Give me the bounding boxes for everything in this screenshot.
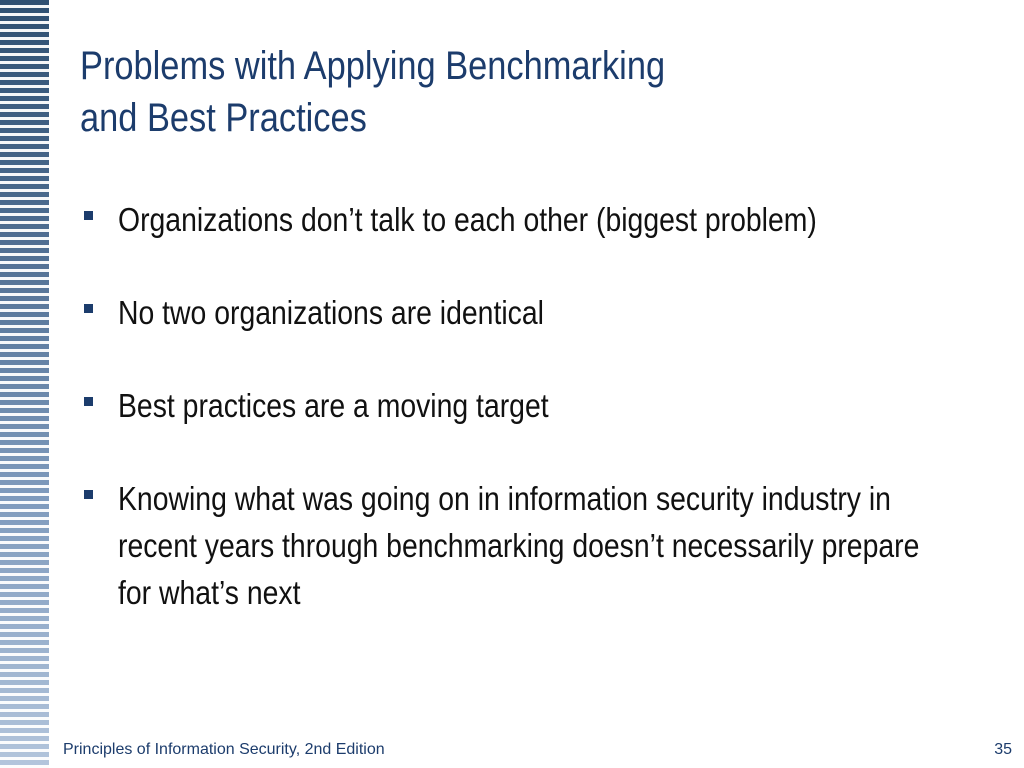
bullet-list [82,196,942,662]
bullet-text: Knowing what was going on in information security industry in recent years through benchmarking doesn’t necessarily prepare for what’s next [118,480,920,611]
square-bullet-icon [84,490,93,499]
bullet-item [82,196,942,243]
page-number: 35 [994,741,1012,758]
bullet-text: No two organizations are identical [118,294,544,331]
bullet-item [82,475,942,616]
slide-title-line-2: and Best Practices [80,96,367,140]
decorative-stripe-edge [49,0,52,768]
square-bullet-icon [84,397,93,406]
square-bullet-icon [84,211,93,220]
bullet-item [82,289,942,336]
footer-text: Principles of Information Security, 2nd Edition [63,741,385,758]
slide-title-line-1: Problems with Applying Benchmarking [80,44,666,88]
slide-title [80,40,854,144]
bullet-item [82,382,942,429]
bullet-text: Organizations don’t talk to each other (biggest problem) [118,201,817,238]
bullet-text: Best practices are a moving target [118,387,549,424]
decorative-stripe-lines [0,0,49,768]
square-bullet-icon [84,304,93,313]
